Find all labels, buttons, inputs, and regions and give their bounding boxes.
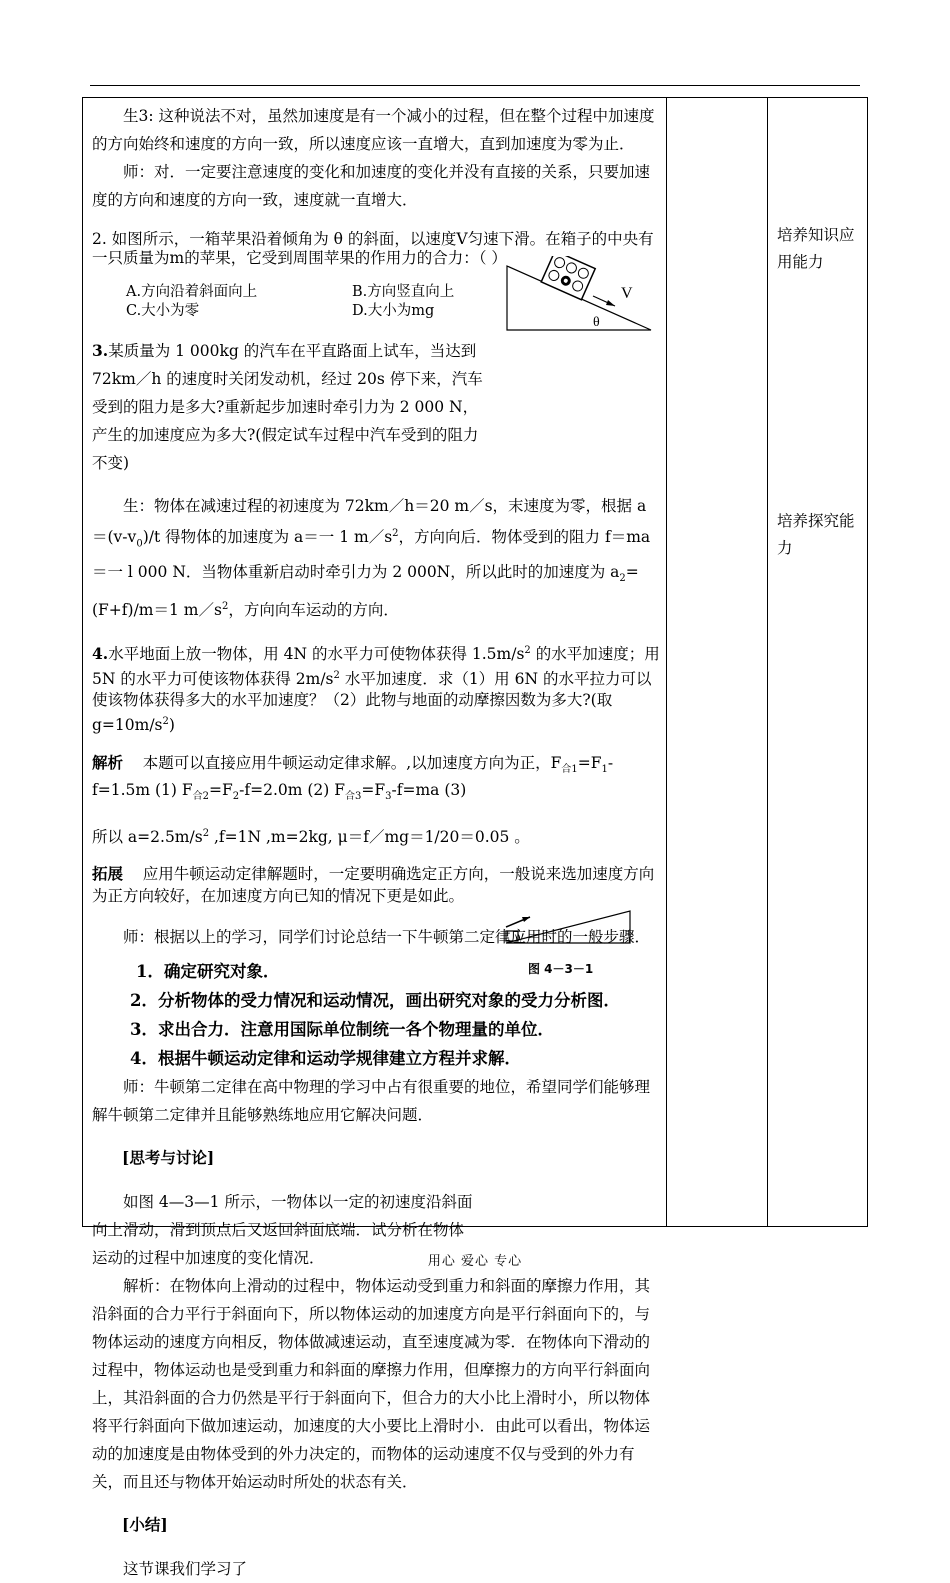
teacher-comment: 师：对．一定要注意速度的变化和加速度的变化并没有直接的关系，只要加速度的方向和速度的方向一致，速度就一直增大．	[92, 163, 651, 209]
slope-figure-4-3-1	[500, 905, 635, 981]
discussion-heading: [思考与讨论]	[122, 1148, 215, 1168]
option-c: C.大小为零	[126, 303, 200, 319]
discussion-analysis: 解析：在物体向上滑动的过程中，物体运动受到重力和斜面的摩擦力作用，其沿斜面的合力平行于斜面向下，所以物体运动的加速度方向是平行斜面向下的，与物体运动的速度方向相反，物体做减速运动，直至速度减为零．在物体向下滑动的过程中，物体运动也是受到重力和斜面的摩擦力作用，但摩擦力的方向平行斜面向上，其沿斜面的合力仍然是平行于斜面向下，但合力的大小比上滑时小，所以物体将平行斜面向下做加速运动，加速度的大小要比上滑时小．由此可以看出，物体运动的加速度是由物体受到的外力决定的，而物体的运动速度不仅与受到的外力有关，而且还与物体开始运动时所处的状态有关．	[92, 1276, 651, 1491]
page-footer: 用心 爱心 专心	[427, 1254, 523, 1269]
question-4-result: 所以 $a=2.5m/s^2$ ,f=1N ,m=2kg, μ＝f／mg＝1/20＝0.05 。	[92, 827, 530, 846]
angle-label: θ	[593, 315, 600, 330]
step-4: 4．根据牛顿运动定律和运动学规律建立方程并求解．	[130, 1048, 521, 1068]
question-2: 2. 如图所示，一箱苹果沿着倾角为 θ 的斜面，以速度V匀速下滑。在箱子的中央有一只质量为m的苹果，它受到周围苹果的作用力的合力：（ ）	[92, 229, 654, 267]
step-3: 3．求出合力．注意用国际单位制统一各个物理量的单位．	[130, 1019, 554, 1039]
discussion-text: 如图 4—3—1 所示，一物体以一定的初速度沿斜面向上滑动，滑到顶点后又返回斜面底端．试分析在物体运动的过程中加速度的变化情况．	[92, 1192, 473, 1267]
option-d: D.大小为mg	[352, 303, 435, 319]
header-rule	[90, 85, 860, 86]
student-3-answer: 生3: 这种说法不对，虽然加速度是有一个减小的过程，但在整个过程中加速度的方向始终和速度的方向一致，所以速度应该一直增大，直到加速度为零为止．	[92, 107, 655, 153]
column-divider	[666, 98, 667, 1226]
incline-apple-box-figure	[505, 256, 655, 334]
velocity-label: V	[621, 285, 633, 302]
question-3-answer: 生：物体在减速过程的初速度为 72km／h＝20 m／s，末速度为零，根据 $a=(v-v_0)/t$ 得物体的加速度为 a＝一 1 $m/s^2$，方向向后．物体受到的阻力 f＝ma＝一 l 000 N．当物体重新启动时牵引力为 2 000N，所以此时的加速度为 $a_2=(F+f)/m=1$ $m/s^2$，方向向车运动的方向．	[92, 497, 651, 620]
summary-intro: 师：根据以上的学习，同学们讨论总结一下牛顿第二定律应用时的一般步骤．	[123, 927, 651, 946]
option-a: A.方向沿着斜面向上	[126, 284, 258, 300]
figure-caption: 图 4－3－1	[528, 962, 594, 976]
step-1: 1．确定研究对象．	[136, 961, 280, 981]
side-note-knowledge: 培养知识应用能力	[777, 226, 855, 271]
option-b: B.方向竖直向上	[352, 284, 455, 300]
question-4-solution: 解析 本题可以直接应用牛顿运动定律求解。,以加速度方向为正，$F_{合1}=F_1-f=1.5m$ (1) $F_{合2}=F_2-f=2.0m$ (2) $F_{合3}=F_3-f=ma$ (3)	[92, 752, 614, 803]
summary-heading: [小结]	[122, 1515, 168, 1535]
side-note-inquiry: 培养探究能力	[777, 512, 855, 557]
extension-note: 拓展 应用牛顿运动定律解题时，一定要明确选定正方向，一般说来选加速度方向为正方向较好，在加速度方向已知的情况下更是如此。	[92, 864, 655, 906]
question-4: 4.水平地面上放一物体，用 4N 的水平力可使物体获得 $1.5m/s^2$ 的水平加速度；用 5N 的水平力可使该物体获得 $2m/s^2$ 水平加速度．求（1）用 6N 的水平拉力可以使该物体获得多大的水平加速度？（2）此物与地面的动摩擦因数为多大?(取 $g=10m/s^2$)	[92, 644, 660, 735]
teacher-remark: 师：牛顿第二定律在高中物理的学习中占有很重要的地位，希望同学们能够理解牛顿第二定律并且能够熟练地应用它解决问题．	[92, 1077, 651, 1124]
question-3: 3.某质量为 1 000kg 的汽车在平直路面上试车，当达到 72km／h 的速度时关闭发动机，经过 20s 停下来，汽车受到的阻力是多大?重新起步加速时牵引力为 2 000 N，产生的加速度应为多大?(假定试车过程中汽车受到的阻力不变)	[92, 340, 483, 472]
summary-text: 这节课我们学习了	[123, 1559, 248, 1578]
step-2: 2．分析物体的受力情况和运动情况，画出研究对象的受力分析图．	[130, 990, 620, 1010]
column-divider	[767, 98, 768, 1226]
